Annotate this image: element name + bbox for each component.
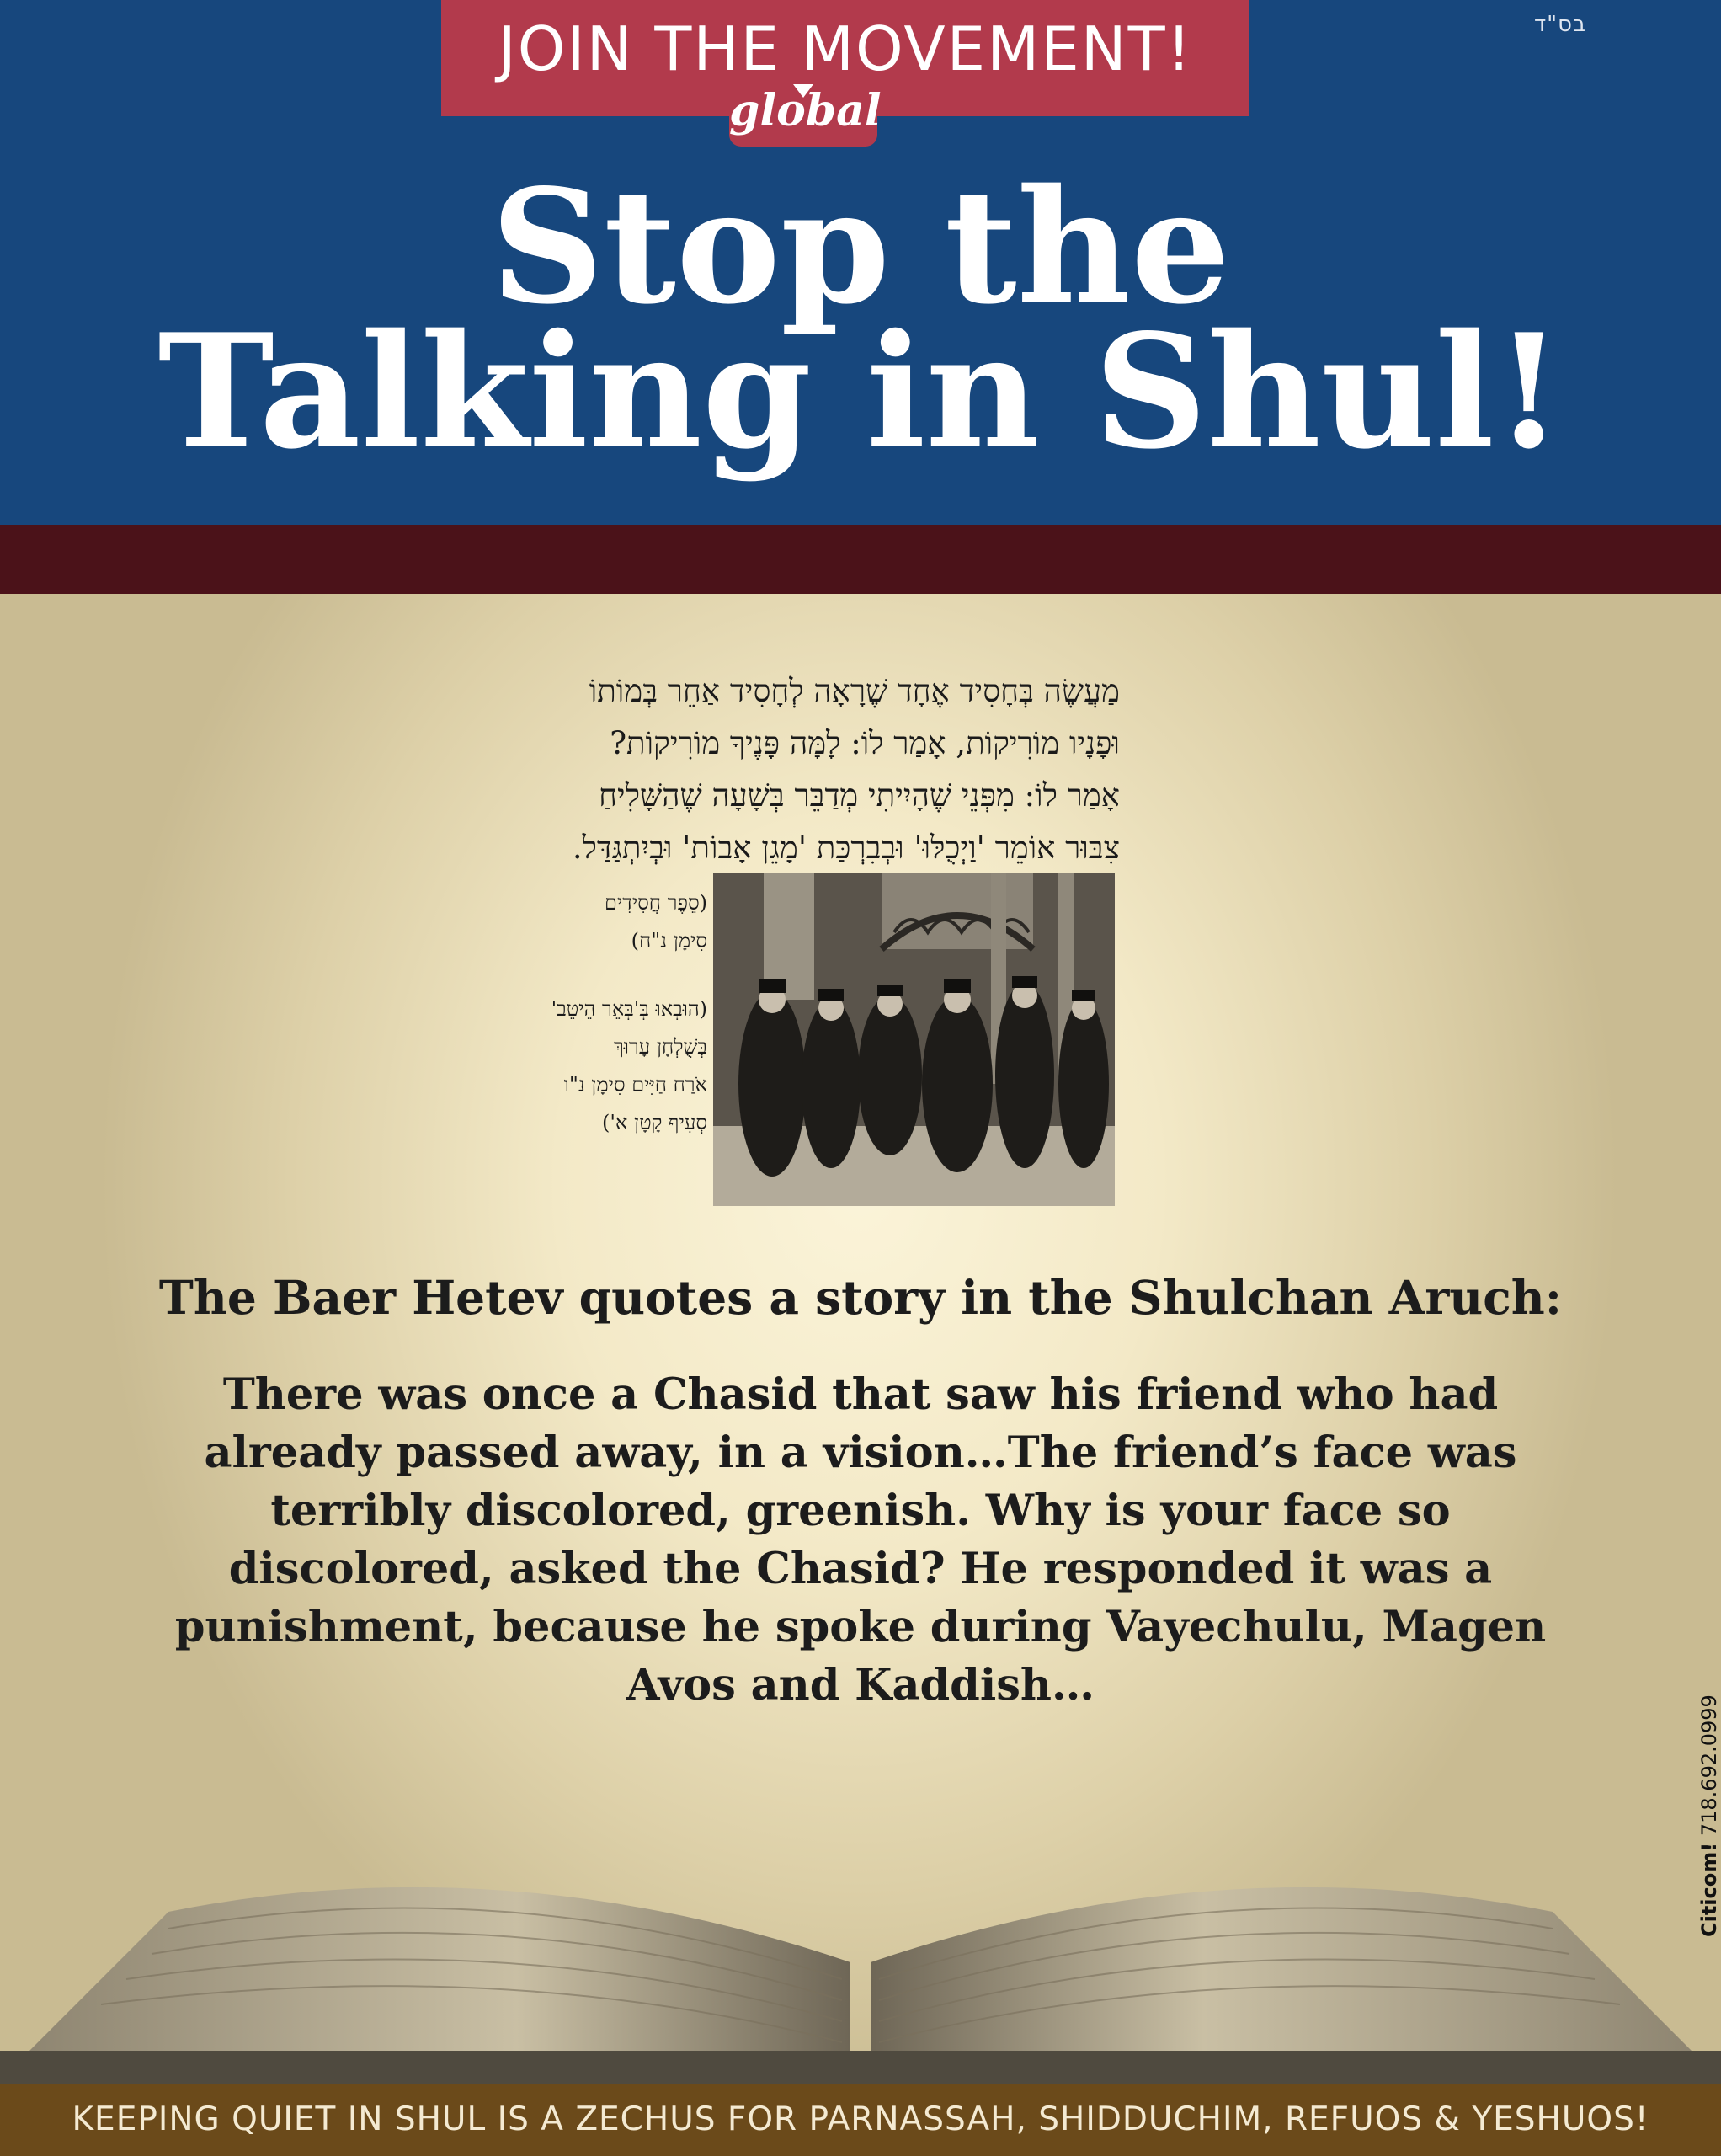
source-line: בְּשֻׁלְחָן עָרוּךְ	[613, 1035, 707, 1059]
hebrew-source-citation	[505, 884, 707, 1142]
publisher-phone: 718.692.0999	[1697, 1694, 1721, 1837]
story-text: There was once a Chasid that saw his friend who had already passed away, in a vision…The friend’s face was terribly discolored, greenish. Why is your face so discolored, asked the Chasid? He responded it was a punishment, because he spoke during Vayechulu, Magen Avos and Kaddish…	[174, 1369, 1547, 1710]
open-book-image	[0, 1710, 1721, 2084]
bsd-mark: בס"ד	[1533, 12, 1586, 37]
hebrew-quote-line: וּפָנָיו מוֹרִיקוֹת, אָמַר לוֹ: לָמָּה פָּנֶיךָ מוֹרִיקוֹת?	[610, 725, 1120, 761]
hebrew-quote-line: מַעֲשֶׂה בְּחָסִיד אֶחָד שֶׁרָאָה לְחָסִיד אַחֵר בְּמוֹתוֹ	[589, 673, 1120, 709]
source-line: סְעִיף קָטָן א')	[601, 1111, 707, 1134]
source-line: אֹרַח חַיִּים סִימָן נ"ו	[563, 1073, 707, 1097]
hebrew-quote	[505, 665, 1120, 874]
hebrew-quote-line: אָמַר לוֹ: מִפְּנֵי שֶׁהָיִיתִי מְדַבֵּר בְּשָׁעָה שֶׁהַשָּׁלִיחַ	[599, 777, 1120, 814]
source-line: (הוּבְאוּ בְּ'בְּאֵר הֵיטֵב'	[551, 997, 707, 1021]
global-logo-text: global	[729, 85, 882, 136]
synagogue-illustration	[713, 873, 1115, 1206]
headline-line-2: Talking in Shul!	[157, 299, 1564, 483]
source-line: סִימָן נ"ח)	[631, 929, 707, 953]
hebrew-quote-line: צִבּוּר אוֹמֵר 'וַיְכֻלּוּ' וּבְבִרְכַּת 'מָגֵן אָבוֹת' וּבְיִתְגַּדַּל.	[572, 830, 1120, 866]
headline-line-1: Stop the	[490, 154, 1231, 339]
publisher-name: Citicom!	[1697, 1842, 1721, 1937]
source-line: (סֵפֶר חֲסִידִים	[605, 891, 707, 915]
footer-slogan: KEEPING QUIET IN SHUL IS A ZECHUS FOR PARNASSAH, SHIDDUCHIM, REFUOS & YESHUOS!	[72, 2100, 1649, 2138]
publisher-credit	[1697, 1694, 1721, 1937]
header-divider	[0, 525, 1721, 594]
join-banner-label: JOIN THE MOVEMENT!	[498, 13, 1193, 84]
story-subheading: The Baer Hetev quotes a story in the Shulchan Aruch:	[158, 1270, 1563, 1325]
synagogue-engraving-image	[713, 873, 1115, 1206]
